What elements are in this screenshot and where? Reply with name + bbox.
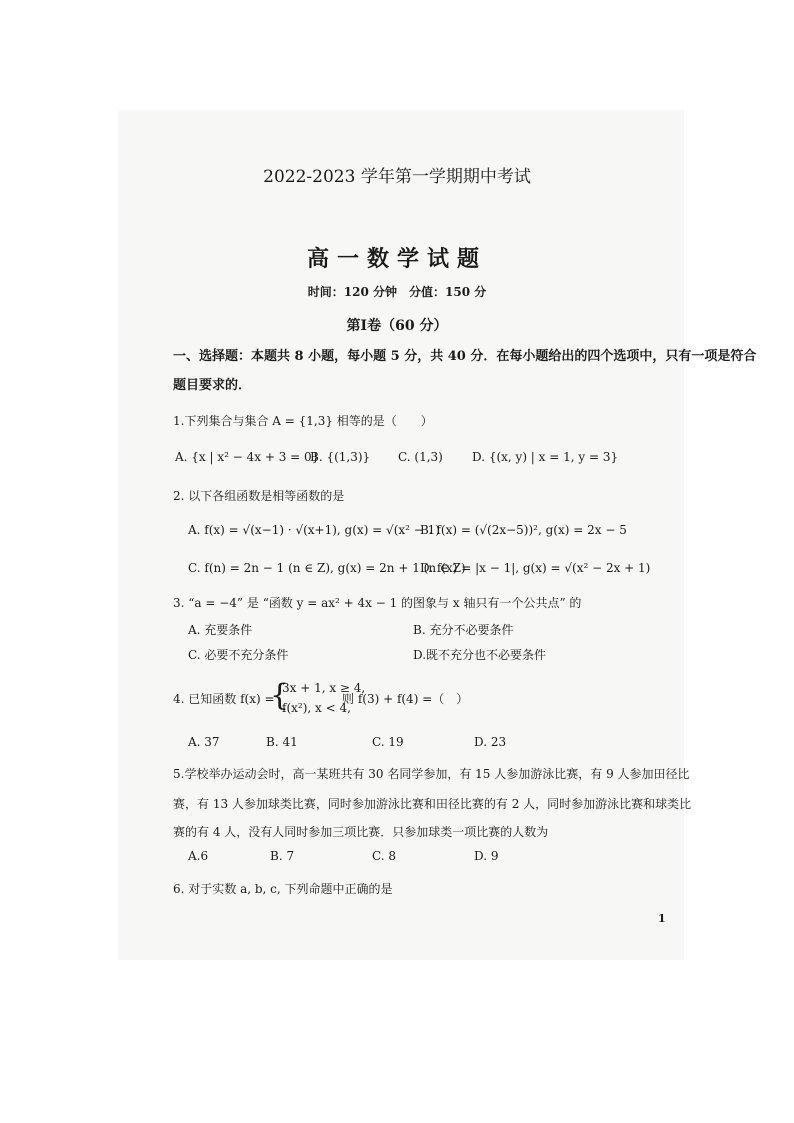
part-heading: 第Ⅰ卷（60 分）: [346, 318, 448, 334]
question-3-option-c: C. 必要不充分条件: [188, 648, 289, 662]
question-4-option-d: D. 23: [474, 735, 507, 749]
question-5-option-c: C. 8: [372, 849, 397, 863]
question-5-option-d: D. 9: [474, 849, 499, 863]
question-5-line-3: 赛的有 4 人，没有人同时参加三项比赛．只参加球类一项比赛的人数为: [173, 825, 549, 839]
question-3-option-d: D.既不充分也不必要条件: [413, 648, 547, 662]
question-1-option-a: A. {x | x² − 4x + 3 = 0}: [175, 450, 320, 464]
question-2-option-a: A. f(x) = √(x−1) · √(x+1), g(x) = √(x² − 1): [188, 523, 440, 537]
question-5-option-b: B. 7: [270, 849, 295, 863]
question-4-option-a: A. 37: [188, 735, 220, 749]
question-5-line-1: 5.学校举办运动会时，高一某班共有 30 名同学参加，有 15 人参加游泳比赛，有 9 人参加田径比: [173, 767, 690, 781]
question-2-option-c: C. f(n) = 2n − 1 (n ∈ Z), g(x) = 2n + 1 (n ∈ Z): [188, 561, 466, 575]
exam-meta: 时间：120 分钟 分值：150 分: [307, 285, 487, 299]
question-3-stem: 3. “a = −4” 是 “函数 y = ax² + 4x − 1 的图象与 x 轴只有一个公共点” 的: [173, 596, 582, 610]
question-4-piece-1: 3x + 1, x ≥ 4,: [282, 681, 366, 695]
question-2-option-d: D. f(x) = |x − 1|, g(x) = √(x² − 2x + 1): [420, 561, 651, 575]
question-4-option-b: B. 41: [266, 735, 298, 749]
page-number: 1: [658, 912, 666, 925]
question-2-stem: 2. 以下各组函数是相等函数的是: [173, 489, 345, 503]
question-4-option-c: C. 19: [372, 735, 404, 749]
question-1-option-b: B. {(1,3)}: [310, 450, 371, 464]
question-1-option-c: C. (1,3): [398, 450, 443, 464]
question-3-option-a: A. 充要条件: [188, 623, 253, 637]
question-5-line-2: 赛，有 13 人参加球类比赛，同时参加游泳比赛和田径比赛的有 2 人，同时参加游泳比赛和球类比: [173, 797, 692, 811]
question-4-stem-prefix: 4. 已知函数 f(x) =: [173, 692, 275, 706]
question-1-stem: 1.下列集合与集合 A = {1,3} 相等的是（ ）: [173, 414, 433, 428]
question-5-option-a: A.6: [188, 849, 209, 863]
question-4-piece-2: f(x²), x < 4,: [282, 701, 351, 715]
question-4-stem-suffix: 则 f(3) + f(4) =（ ）: [342, 692, 469, 706]
section-instructions-line1: 一、选择题：本题共 8 小题，每小题 5 分，共 40 分．在每小题给出的四个选项中，只有一项是符合: [173, 349, 757, 364]
question-3-option-b: B. 充分不必要条件: [413, 623, 514, 637]
question-2-option-b: B. f(x) = (√(2x−5))², g(x) = 2x − 5: [420, 523, 627, 537]
exam-subject: 高一数学试题: [306, 246, 487, 272]
piecewise-brace: {: [270, 678, 290, 713]
section-instructions-line2: 题目要求的．: [173, 378, 252, 393]
exam-title: 2022-2023 学年第一学期期中考试: [263, 167, 531, 187]
question-1-option-d: D. {(x, y) | x = 1, y = 3}: [472, 450, 619, 464]
question-6-stem: 6. 对于实数 a, b, c, 下列命题中正确的是: [173, 882, 393, 896]
